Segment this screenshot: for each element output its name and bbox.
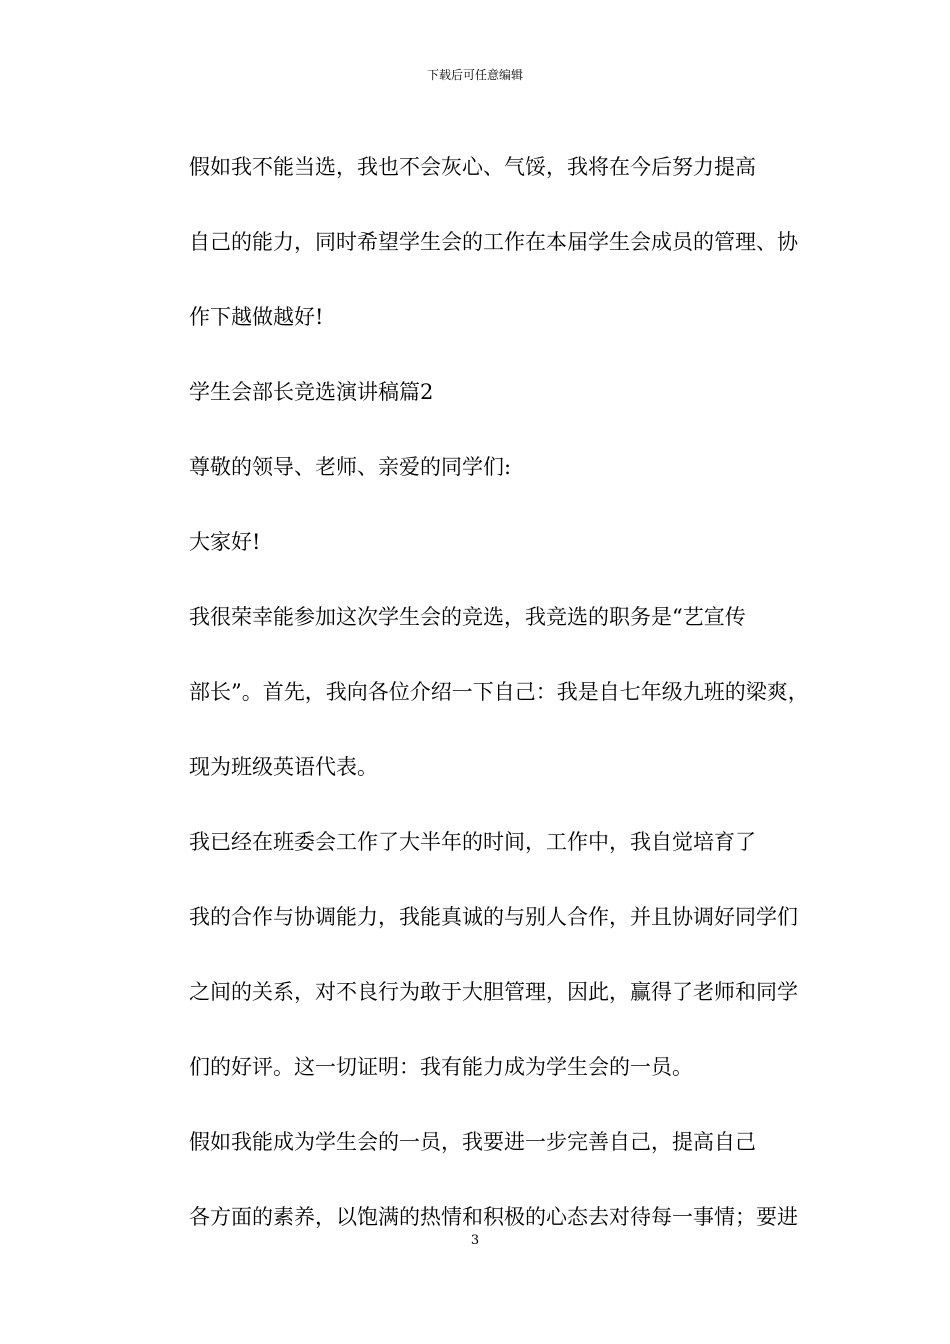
paragraph-experience [145, 805, 810, 1105]
text-line: 部长”。首先，我向各位介绍一下自己：我是自七年级九班的梁爽， [189, 680, 809, 704]
section-heading [145, 355, 810, 430]
text-line: 自己的能力，同时希望学生会的工作在本届学生会成员的管理、协 [189, 230, 798, 254]
text-line: 们的好评。这一切证明：我有能力成为学生会的一员。 [189, 1055, 693, 1079]
text-line: 尊敬的领导、老师、亲爱的同学们: [189, 455, 512, 479]
paragraph-intro [145, 580, 810, 805]
heading-text: 学生会部长竞选演讲稿篇2 [189, 380, 434, 404]
text-line: 我很荣幸能参加这次学生会的竞选，我竞选的职务是“艺宣传 [189, 605, 746, 629]
greeting [145, 505, 810, 580]
paragraph-1 [145, 130, 810, 355]
text-line: 之间的关系，对不良行为敢于大胆管理，因此，赢得了老师和同学 [189, 980, 798, 1004]
text-line: 假如我不能当选，我也不会灰心、气馁，我将在今后努力提高 [189, 155, 756, 179]
text-line: 我的合作与协调能力，我能真诚的与别人合作，并且协调好同学们 [189, 905, 798, 929]
text-line: 作下越做越好! [189, 305, 324, 329]
salutation [145, 430, 810, 505]
text-line: 假如我能成为学生会的一员，我要进一步完善自己，提高自己 [189, 1130, 756, 1154]
page-number: 3 [470, 1233, 480, 1248]
text-line: 现为班级英语代表。 [189, 755, 378, 779]
text-line: 各方面的素养，以饱满的热情和积极的心态去对待每一事情；要进 [189, 1205, 798, 1229]
page-header: 下载后可任意编辑 [426, 68, 523, 82]
text-line: 我已经在班委会工作了大半年的时间，工作中，我自觉培育了 [189, 830, 756, 854]
text-line: 大家好! [189, 530, 261, 554]
document-body [145, 130, 810, 1255]
